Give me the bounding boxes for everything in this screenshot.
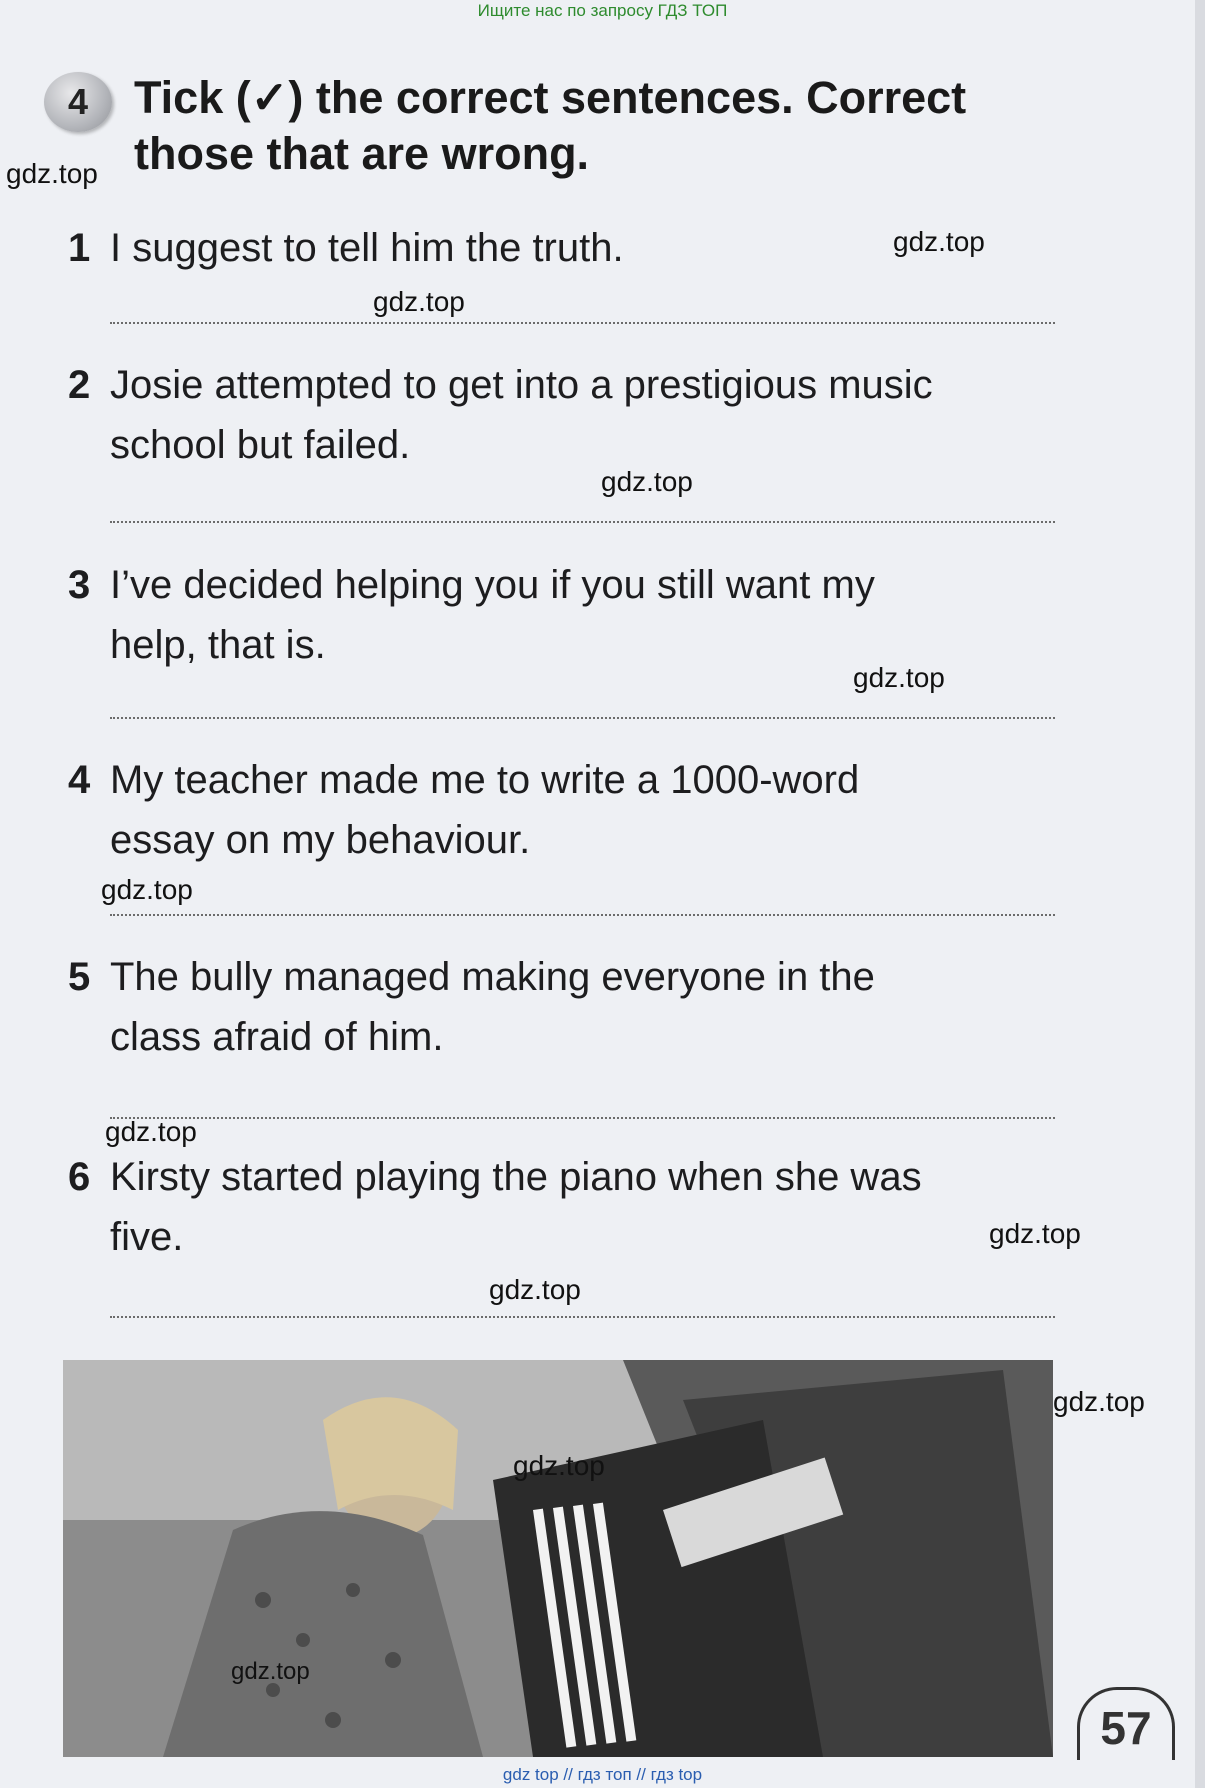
item-number: 3 xyxy=(68,563,91,607)
exercise-title xyxy=(134,70,1034,182)
item-sentence-line-1: I suggest to tell him the truth. xyxy=(110,226,624,270)
watermark: gdz.top xyxy=(513,1450,605,1481)
item-sentence-line-1: The bully managed making everyone in the xyxy=(110,955,875,999)
answer-line[interactable] xyxy=(110,1316,1055,1318)
item-sentence-line-1: I’ve decided helping you if you still want my xyxy=(110,563,875,607)
item-sentence xyxy=(110,355,1110,475)
watermark: gdz.top xyxy=(489,1274,581,1305)
watermark: gdz.top xyxy=(101,874,193,905)
exercise-title-line-1: Tick (✓) the correct sentences. Correct xyxy=(134,72,967,123)
answer-line[interactable] xyxy=(110,914,1055,916)
answer-line[interactable] xyxy=(110,322,1055,324)
bottom-banner[interactable]: gdz top // гдз топ // гдз top xyxy=(502,1765,703,1784)
item-sentence xyxy=(110,947,1110,1067)
page-number: 57 xyxy=(1077,1687,1175,1760)
item-sentence-line-2: five. xyxy=(110,1215,184,1259)
item-number: 2 xyxy=(68,363,91,407)
item-sentence-line-2: essay on my behaviour. xyxy=(110,818,531,862)
item-sentence-line-1: Kirsty started playing the piano when she was xyxy=(110,1155,922,1199)
watermark: gdz.top xyxy=(231,1658,310,1685)
item-sentence xyxy=(110,750,1110,870)
watermark: gdz.top xyxy=(1053,1386,1145,1417)
item-sentence xyxy=(110,555,1110,675)
item-sentence-line-1: My teacher made me to write a 1000-word xyxy=(110,758,860,802)
item-sentence-line-1: Josie attempted to get into a prestigious music xyxy=(110,363,933,407)
watermark: gdz.top xyxy=(601,466,693,497)
top-banner[interactable]: Ищите нас по запросу ГДЗ ТОП xyxy=(477,1,728,20)
piano-illustration xyxy=(63,1360,1053,1757)
item-number: 1 xyxy=(68,226,91,270)
exercise-number-badge: 4 xyxy=(44,72,112,132)
watermark: gdz.top xyxy=(893,226,985,257)
item-number: 6 xyxy=(68,1155,91,1199)
answer-line[interactable] xyxy=(110,1117,1055,1119)
item-sentence xyxy=(110,1147,1110,1267)
watermark: gdz.top xyxy=(105,1116,197,1147)
answer-line[interactable] xyxy=(110,521,1055,523)
watermark: gdz.top xyxy=(6,158,98,189)
item-sentence-line-2: help, that is. xyxy=(110,623,326,667)
item-number: 4 xyxy=(68,758,91,802)
item-number: 5 xyxy=(68,955,91,999)
exercise-title-line-2: those that are wrong. xyxy=(134,128,590,179)
watermark: gdz.top xyxy=(853,662,945,693)
answer-line[interactable] xyxy=(110,717,1055,719)
watermark: gdz.top xyxy=(373,286,465,317)
page-edge xyxy=(1195,0,1205,1788)
item-sentence-line-2: school but failed. xyxy=(110,423,411,467)
item-sentence-line-2: class afraid of him. xyxy=(110,1015,444,1059)
watermark: gdz.top xyxy=(989,1218,1081,1249)
photo-girl-playing-piano xyxy=(63,1360,1053,1757)
